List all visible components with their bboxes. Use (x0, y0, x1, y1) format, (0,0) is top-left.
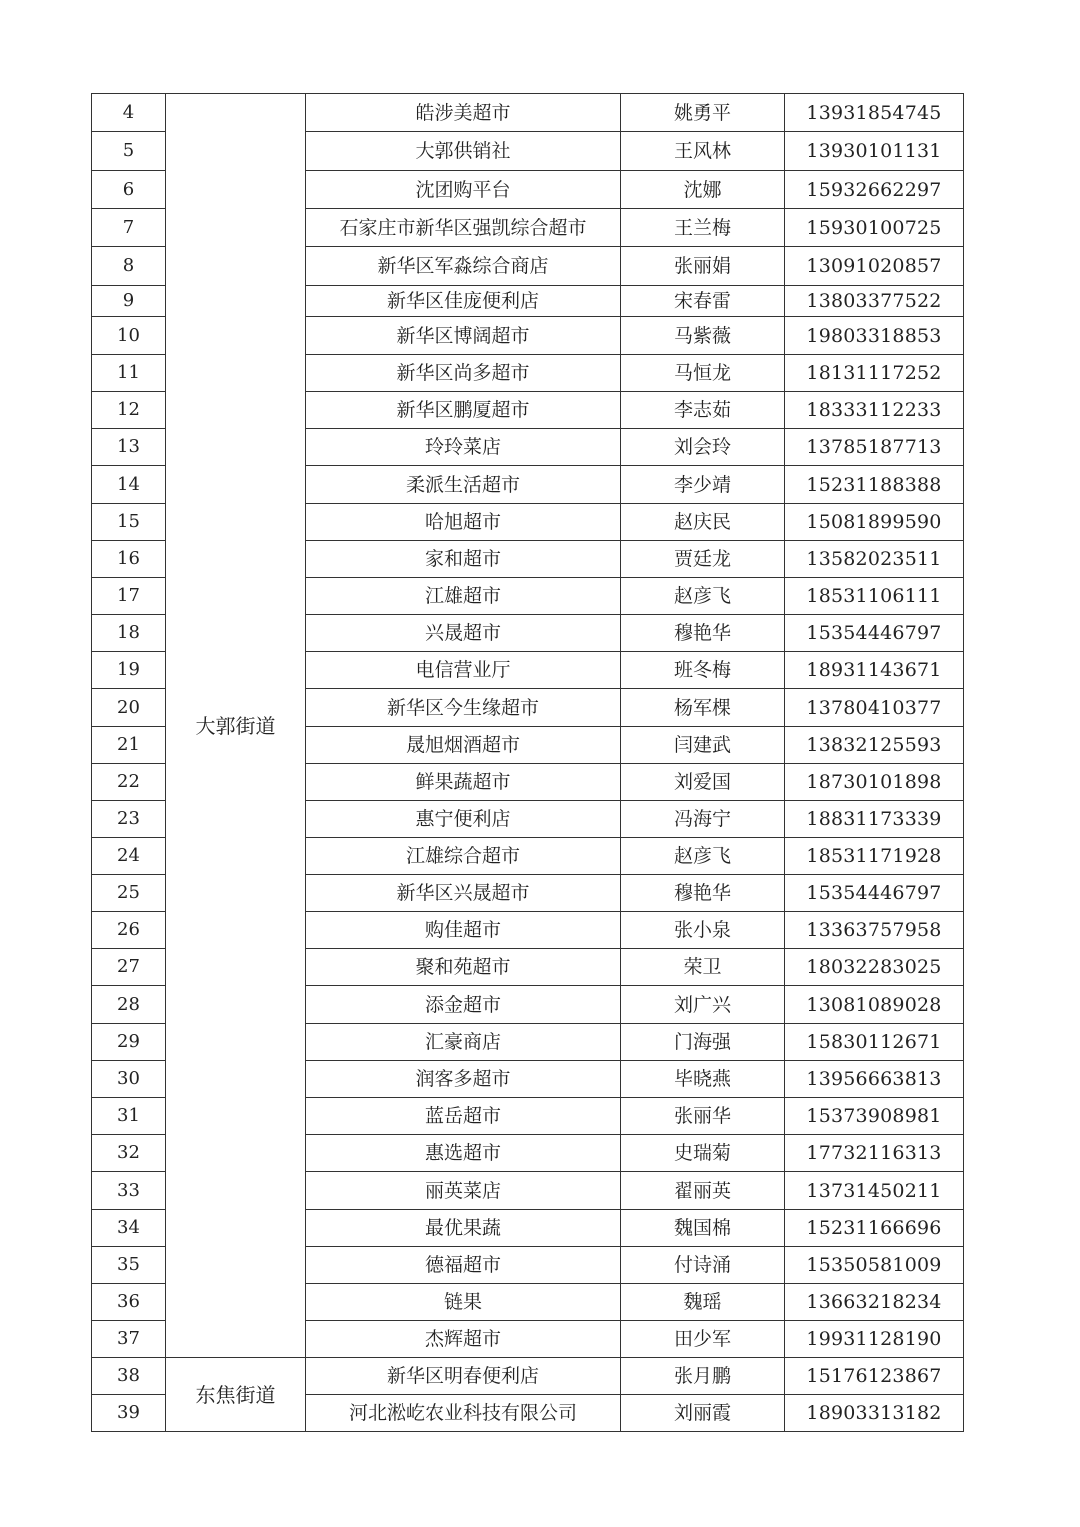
row-index-cell: 22 (92, 764, 166, 801)
store-name-cell: 丽英菜店 (306, 1172, 621, 1210)
phone-cell: 15176123867 (785, 1358, 964, 1395)
row-index-cell: 27 (92, 949, 166, 986)
row-index-cell: 20 (92, 689, 166, 727)
store-name-cell: 新华区鹏厦超市 (306, 392, 621, 429)
phone-cell: 15354446797 (785, 875, 964, 912)
store-name-cell: 电信营业厅 (306, 652, 621, 689)
contact-name-cell: 刘丽霞 (621, 1395, 785, 1432)
table-row (92, 1358, 964, 1395)
phone-cell: 15930100725 (785, 209, 964, 247)
row-index-cell: 21 (92, 727, 166, 764)
phone-cell: 13956663813 (785, 1061, 964, 1098)
phone-cell: 15830112671 (785, 1024, 964, 1061)
store-name-cell: 聚和苑超市 (306, 949, 621, 986)
phone-cell: 13803377522 (785, 286, 964, 317)
store-name-cell: 惠宁便利店 (306, 801, 621, 838)
phone-cell: 13832125593 (785, 727, 964, 764)
row-index-cell: 17 (92, 578, 166, 615)
phone-cell: 19803318853 (785, 317, 964, 355)
phone-cell: 13731450211 (785, 1172, 964, 1210)
phone-cell: 18531106111 (785, 578, 964, 615)
phone-cell: 17732116313 (785, 1135, 964, 1172)
phone-cell: 15231188388 (785, 466, 964, 504)
row-index-cell: 15 (92, 504, 166, 541)
store-name-cell: 最优果蔬 (306, 1210, 621, 1247)
contact-name-cell: 史瑞菊 (621, 1135, 785, 1172)
phone-cell: 15932662297 (785, 171, 964, 209)
row-index-cell: 12 (92, 392, 166, 429)
store-name-cell: 沈团购平台 (306, 171, 621, 209)
phone-cell: 18931143671 (785, 652, 964, 689)
row-index-cell: 31 (92, 1098, 166, 1135)
contact-name-cell: 贾廷龙 (621, 541, 785, 578)
row-index-cell: 11 (92, 355, 166, 392)
contact-name-cell: 门海强 (621, 1024, 785, 1061)
street-cell: 大郭街道 (166, 94, 306, 1358)
contact-name-cell: 刘会玲 (621, 429, 785, 466)
store-name-cell: 新华区明春便利店 (306, 1358, 621, 1395)
phone-cell: 13091020857 (785, 247, 964, 286)
contact-name-cell: 张小泉 (621, 912, 785, 949)
contact-name-cell: 张丽华 (621, 1098, 785, 1135)
contact-name-cell: 穆艳华 (621, 875, 785, 912)
store-name-cell: 链果 (306, 1284, 621, 1321)
phone-cell: 18333112233 (785, 392, 964, 429)
store-name-cell: 购佳超市 (306, 912, 621, 949)
store-name-cell: 河北淞屹农业科技有限公司 (306, 1395, 621, 1432)
store-name-cell: 皓涉美超市 (306, 94, 621, 132)
store-name-cell: 家和超市 (306, 541, 621, 578)
contact-name-cell: 荣卫 (621, 949, 785, 986)
store-name-cell: 润客多超市 (306, 1061, 621, 1098)
phone-cell: 13931854745 (785, 94, 964, 132)
row-index-cell: 8 (92, 247, 166, 286)
contact-name-cell: 姚勇平 (621, 94, 785, 132)
store-name-cell: 新华区尚多超市 (306, 355, 621, 392)
phone-cell: 15231166696 (785, 1210, 964, 1247)
phone-cell: 18831173339 (785, 801, 964, 838)
contact-name-cell: 马恒龙 (621, 355, 785, 392)
store-name-cell: 石家庄市新华区强凯综合超市 (306, 209, 621, 247)
phone-cell: 13663218234 (785, 1284, 964, 1321)
store-name-cell: 柔派生活超市 (306, 466, 621, 504)
row-index-cell: 37 (92, 1321, 166, 1358)
phone-cell: 18730101898 (785, 764, 964, 801)
store-name-cell: 杰辉超市 (306, 1321, 621, 1358)
contact-name-cell: 魏国棉 (621, 1210, 785, 1247)
row-index-cell: 39 (92, 1395, 166, 1432)
phone-cell: 15354446797 (785, 615, 964, 652)
row-index-cell: 29 (92, 1024, 166, 1061)
contact-name-cell: 毕晓燕 (621, 1061, 785, 1098)
phone-cell: 13582023511 (785, 541, 964, 578)
row-index-cell: 4 (92, 94, 166, 132)
phone-cell: 15350581009 (785, 1247, 964, 1284)
contact-name-cell: 赵庆民 (621, 504, 785, 541)
contact-name-cell: 沈娜 (621, 171, 785, 209)
store-name-cell: 大郭供销社 (306, 132, 621, 171)
row-index-cell: 33 (92, 1172, 166, 1210)
row-index-cell: 36 (92, 1284, 166, 1321)
row-index-cell: 6 (92, 171, 166, 209)
store-name-cell: 江雄超市 (306, 578, 621, 615)
store-name-cell: 新华区军淼综合商店 (306, 247, 621, 286)
contact-name-cell: 翟丽英 (621, 1172, 785, 1210)
store-name-cell: 添金超市 (306, 986, 621, 1024)
contact-name-cell: 张月鹏 (621, 1358, 785, 1395)
contact-name-cell: 宋春雷 (621, 286, 785, 317)
contact-name-cell: 田少军 (621, 1321, 785, 1358)
phone-cell: 19931128190 (785, 1321, 964, 1358)
phone-cell: 13930101131 (785, 132, 964, 171)
row-index-cell: 35 (92, 1247, 166, 1284)
phone-cell: 13785187713 (785, 429, 964, 466)
row-index-cell: 32 (92, 1135, 166, 1172)
contact-name-cell: 班冬梅 (621, 652, 785, 689)
row-index-cell: 19 (92, 652, 166, 689)
phone-cell: 13081089028 (785, 986, 964, 1024)
contact-name-cell: 赵彦飞 (621, 838, 785, 875)
contact-name-cell: 杨军棵 (621, 689, 785, 727)
store-name-cell: 新华区今生缘超市 (306, 689, 621, 727)
contact-name-cell: 冯海宁 (621, 801, 785, 838)
contact-name-cell: 赵彦飞 (621, 578, 785, 615)
row-index-cell: 34 (92, 1210, 166, 1247)
contact-name-cell: 穆艳华 (621, 615, 785, 652)
phone-cell: 18131117252 (785, 355, 964, 392)
store-name-cell: 新华区博阔超市 (306, 317, 621, 355)
street-cell: 东焦街道 (166, 1358, 306, 1432)
store-name-cell: 汇豪商店 (306, 1024, 621, 1061)
contact-name-cell: 王兰梅 (621, 209, 785, 247)
store-name-cell: 蓝岳超市 (306, 1098, 621, 1135)
contact-name-cell: 魏瑶 (621, 1284, 785, 1321)
row-index-cell: 5 (92, 132, 166, 171)
row-index-cell: 14 (92, 466, 166, 504)
store-name-cell: 江雄综合超市 (306, 838, 621, 875)
row-index-cell: 10 (92, 317, 166, 355)
row-index-cell: 9 (92, 286, 166, 317)
contact-name-cell: 李少靖 (621, 466, 785, 504)
phone-cell: 13780410377 (785, 689, 964, 727)
table-body (92, 94, 964, 1432)
store-name-cell: 哈旭超市 (306, 504, 621, 541)
row-index-cell: 7 (92, 209, 166, 247)
contact-name-cell: 刘爱国 (621, 764, 785, 801)
table-row (92, 94, 964, 132)
row-index-cell: 13 (92, 429, 166, 466)
contact-name-cell: 马紫薇 (621, 317, 785, 355)
contact-name-cell: 张丽娟 (621, 247, 785, 286)
store-contact-table (91, 93, 964, 1432)
row-index-cell: 16 (92, 541, 166, 578)
row-index-cell: 26 (92, 912, 166, 949)
contact-name-cell: 闫建武 (621, 727, 785, 764)
phone-cell: 18531171928 (785, 838, 964, 875)
store-name-cell: 玲玲菜店 (306, 429, 621, 466)
store-name-cell: 兴晟超市 (306, 615, 621, 652)
phone-cell: 15081899590 (785, 504, 964, 541)
contact-name-cell: 李志茹 (621, 392, 785, 429)
row-index-cell: 30 (92, 1061, 166, 1098)
phone-cell: 18903313182 (785, 1395, 964, 1432)
row-index-cell: 18 (92, 615, 166, 652)
row-index-cell: 28 (92, 986, 166, 1024)
store-name-cell: 鲜果蔬超市 (306, 764, 621, 801)
row-index-cell: 38 (92, 1358, 166, 1395)
contact-name-cell: 王风林 (621, 132, 785, 171)
store-name-cell: 新华区佳庞便利店 (306, 286, 621, 317)
phone-cell: 15373908981 (785, 1098, 964, 1135)
row-index-cell: 24 (92, 838, 166, 875)
phone-cell: 13363757958 (785, 912, 964, 949)
store-name-cell: 新华区兴晟超市 (306, 875, 621, 912)
contact-name-cell: 刘广兴 (621, 986, 785, 1024)
phone-cell: 18032283025 (785, 949, 964, 986)
contact-name-cell: 付诗涌 (621, 1247, 785, 1284)
store-name-cell: 惠选超市 (306, 1135, 621, 1172)
row-index-cell: 25 (92, 875, 166, 912)
store-name-cell: 德福超市 (306, 1247, 621, 1284)
row-index-cell: 23 (92, 801, 166, 838)
store-name-cell: 晟旭烟酒超市 (306, 727, 621, 764)
